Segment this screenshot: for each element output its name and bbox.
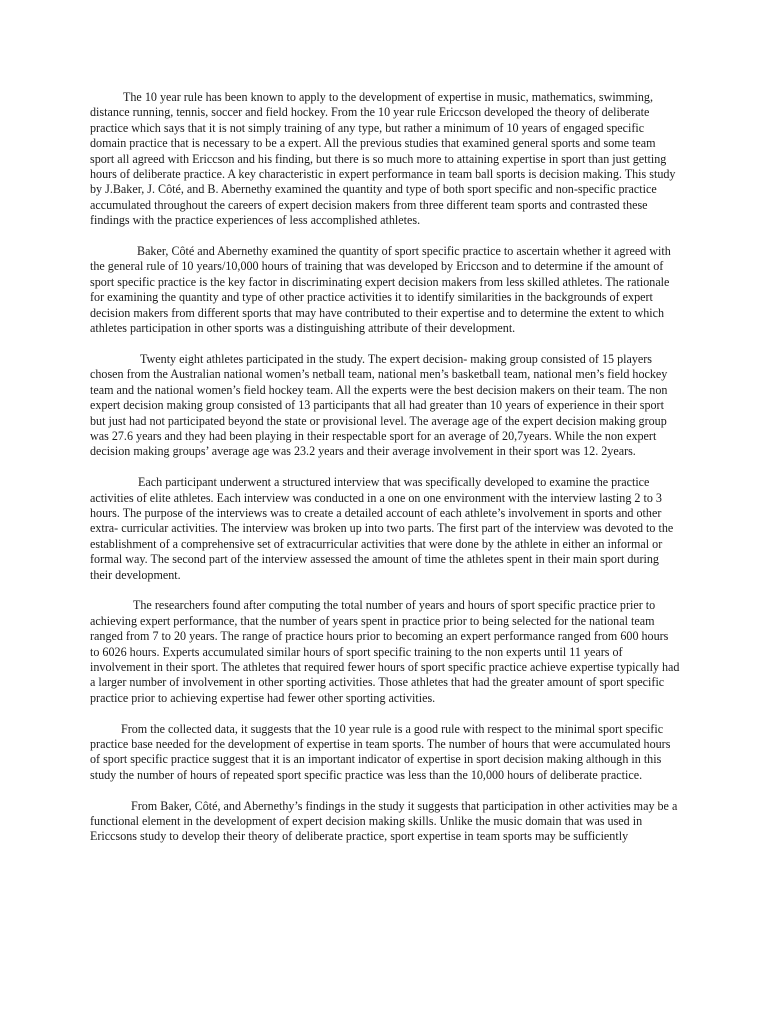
paragraph-interview: Each participant underwent a structured interview that was specifically developed to examine the practice activities of elite athletes. Each interview was conducted in a one on one environment with the interview lasting 2 to 3 hours. The purpose of the interviews was to create a detailed account of each athlete’s involvement in sports and other extra- curricular activities. The interview was broken up into two parts. The first part of the interview was devoted to the establishment of a comprehensive set of extracurricular activities that were done by the athlete in either an informal or formal way. The second part of the interview assessed the amount of time the athletes spent in their main sport during their development. — [90, 475, 674, 582]
paragraph-findings: The researchers found after computing the total number of years and hours of sport specific practice prier to achieving expert performance, that the number of years spent in practice prior to being selected for the national team ranged from 7 to 20 years. The range of practice hours prior to becoming an expert performance ranged from 600 hours to 6026 hours. Experts accumulated similar hours of sport specific training to the non experts until 11 years of involvement in their sport. The athletes that required fewer hours of sport specific practice achieve expertise typically had a larger number of involvement in other sporting activities. Those athletes that had the greater amount of sport specific practice prior to achieving expertise had fewer other sporting activities. — [90, 598, 680, 705]
document-body — [90, 90, 680, 860]
paragraph-intro: The 10 year rule has been known to apply to the development of expertise in music, mathematics, swimming, distance running, tennis, soccer and field hockey. From the 10 year rule Ericcson developed the theory of deliberate practice which says that it is not simply training of any type, but rather a minimum of 10 years of engaged specific domain practice that is necessary to be a expert. All the previous studies that examined general sports and some team sport all agreed with Ericcson and his finding, but there is so much more to attaining expertise in sport than just getting hours of deliberate practice. A key characteristic in expert performance in team ball sports is decision making. This study by J.Baker, J. Côté, and B. Abernethy examined the quantity and type of both sport specific and non-specific practice accumulated throughout the careers of expert decision makers from three different team sports and contrasted these findings with the practice experiences of less accomplished athletes. — [90, 90, 676, 228]
paragraph-purpose: Baker, Côté and Abernethy examined the quantity of sport specific practice to ascertain whether it agreed with the general rule of 10 years/10,000 hours of training that was developed by Ericcson and to determine if the amount of sport specific practice is the key factor in discriminating expert decision makers from less skilled athletes. The rationale for examining the quantity and type of other practice activities it to identify similarities in the backgrounds of expert decision makers from different sports that may have contributed to their expertise and to determine the extent to which athletes participation in other sports was a distinguishing attribute of their development. — [90, 244, 671, 336]
paragraph-data-suggestion: From the collected data, it suggests that the 10 year rule is a good rule with respect to the minimal sport specific practice base needed for the development of expertise in team sports. The number of hours that were accumulated hours of sport specific practice suggest that it is an important indicator of expertise in sport decision making although in this study the number of hours of repeated sport specific practice was less than the 10,000 hours of deliberate practice. — [90, 721, 671, 782]
paragraph-participants: Twenty eight athletes participated in the study. The expert decision- making group consisted of 15 players chosen from the Australian national women’s netball team, national men’s basketball team, national men’s field hockey team and the national women’s field hockey team. All the experts were the best decision makers on their team. The non expert decision making group consisted of 13 participants that all had greater than 10 years of experience in their sport but just had not participated beyond the state or provisional level. The average age of the expert decision making group was 27.6 years and they had been playing in their respectable sport for an average of 20,7years. While the non expert decision making groups’ average age was 23.2 years and their average involvement in their sport was 12. 2years. — [90, 351, 668, 459]
paragraph-conclusion: From Baker, Côté, and Abernethy’s findings in the study it suggests that participation in other activities may be a functional element in the development of expert decision making skills. Unlike the music domain that was used in Ericcsons study to develop their theory of deliberate practice, sport expertise in team sports may be sufficiently — [90, 798, 678, 844]
